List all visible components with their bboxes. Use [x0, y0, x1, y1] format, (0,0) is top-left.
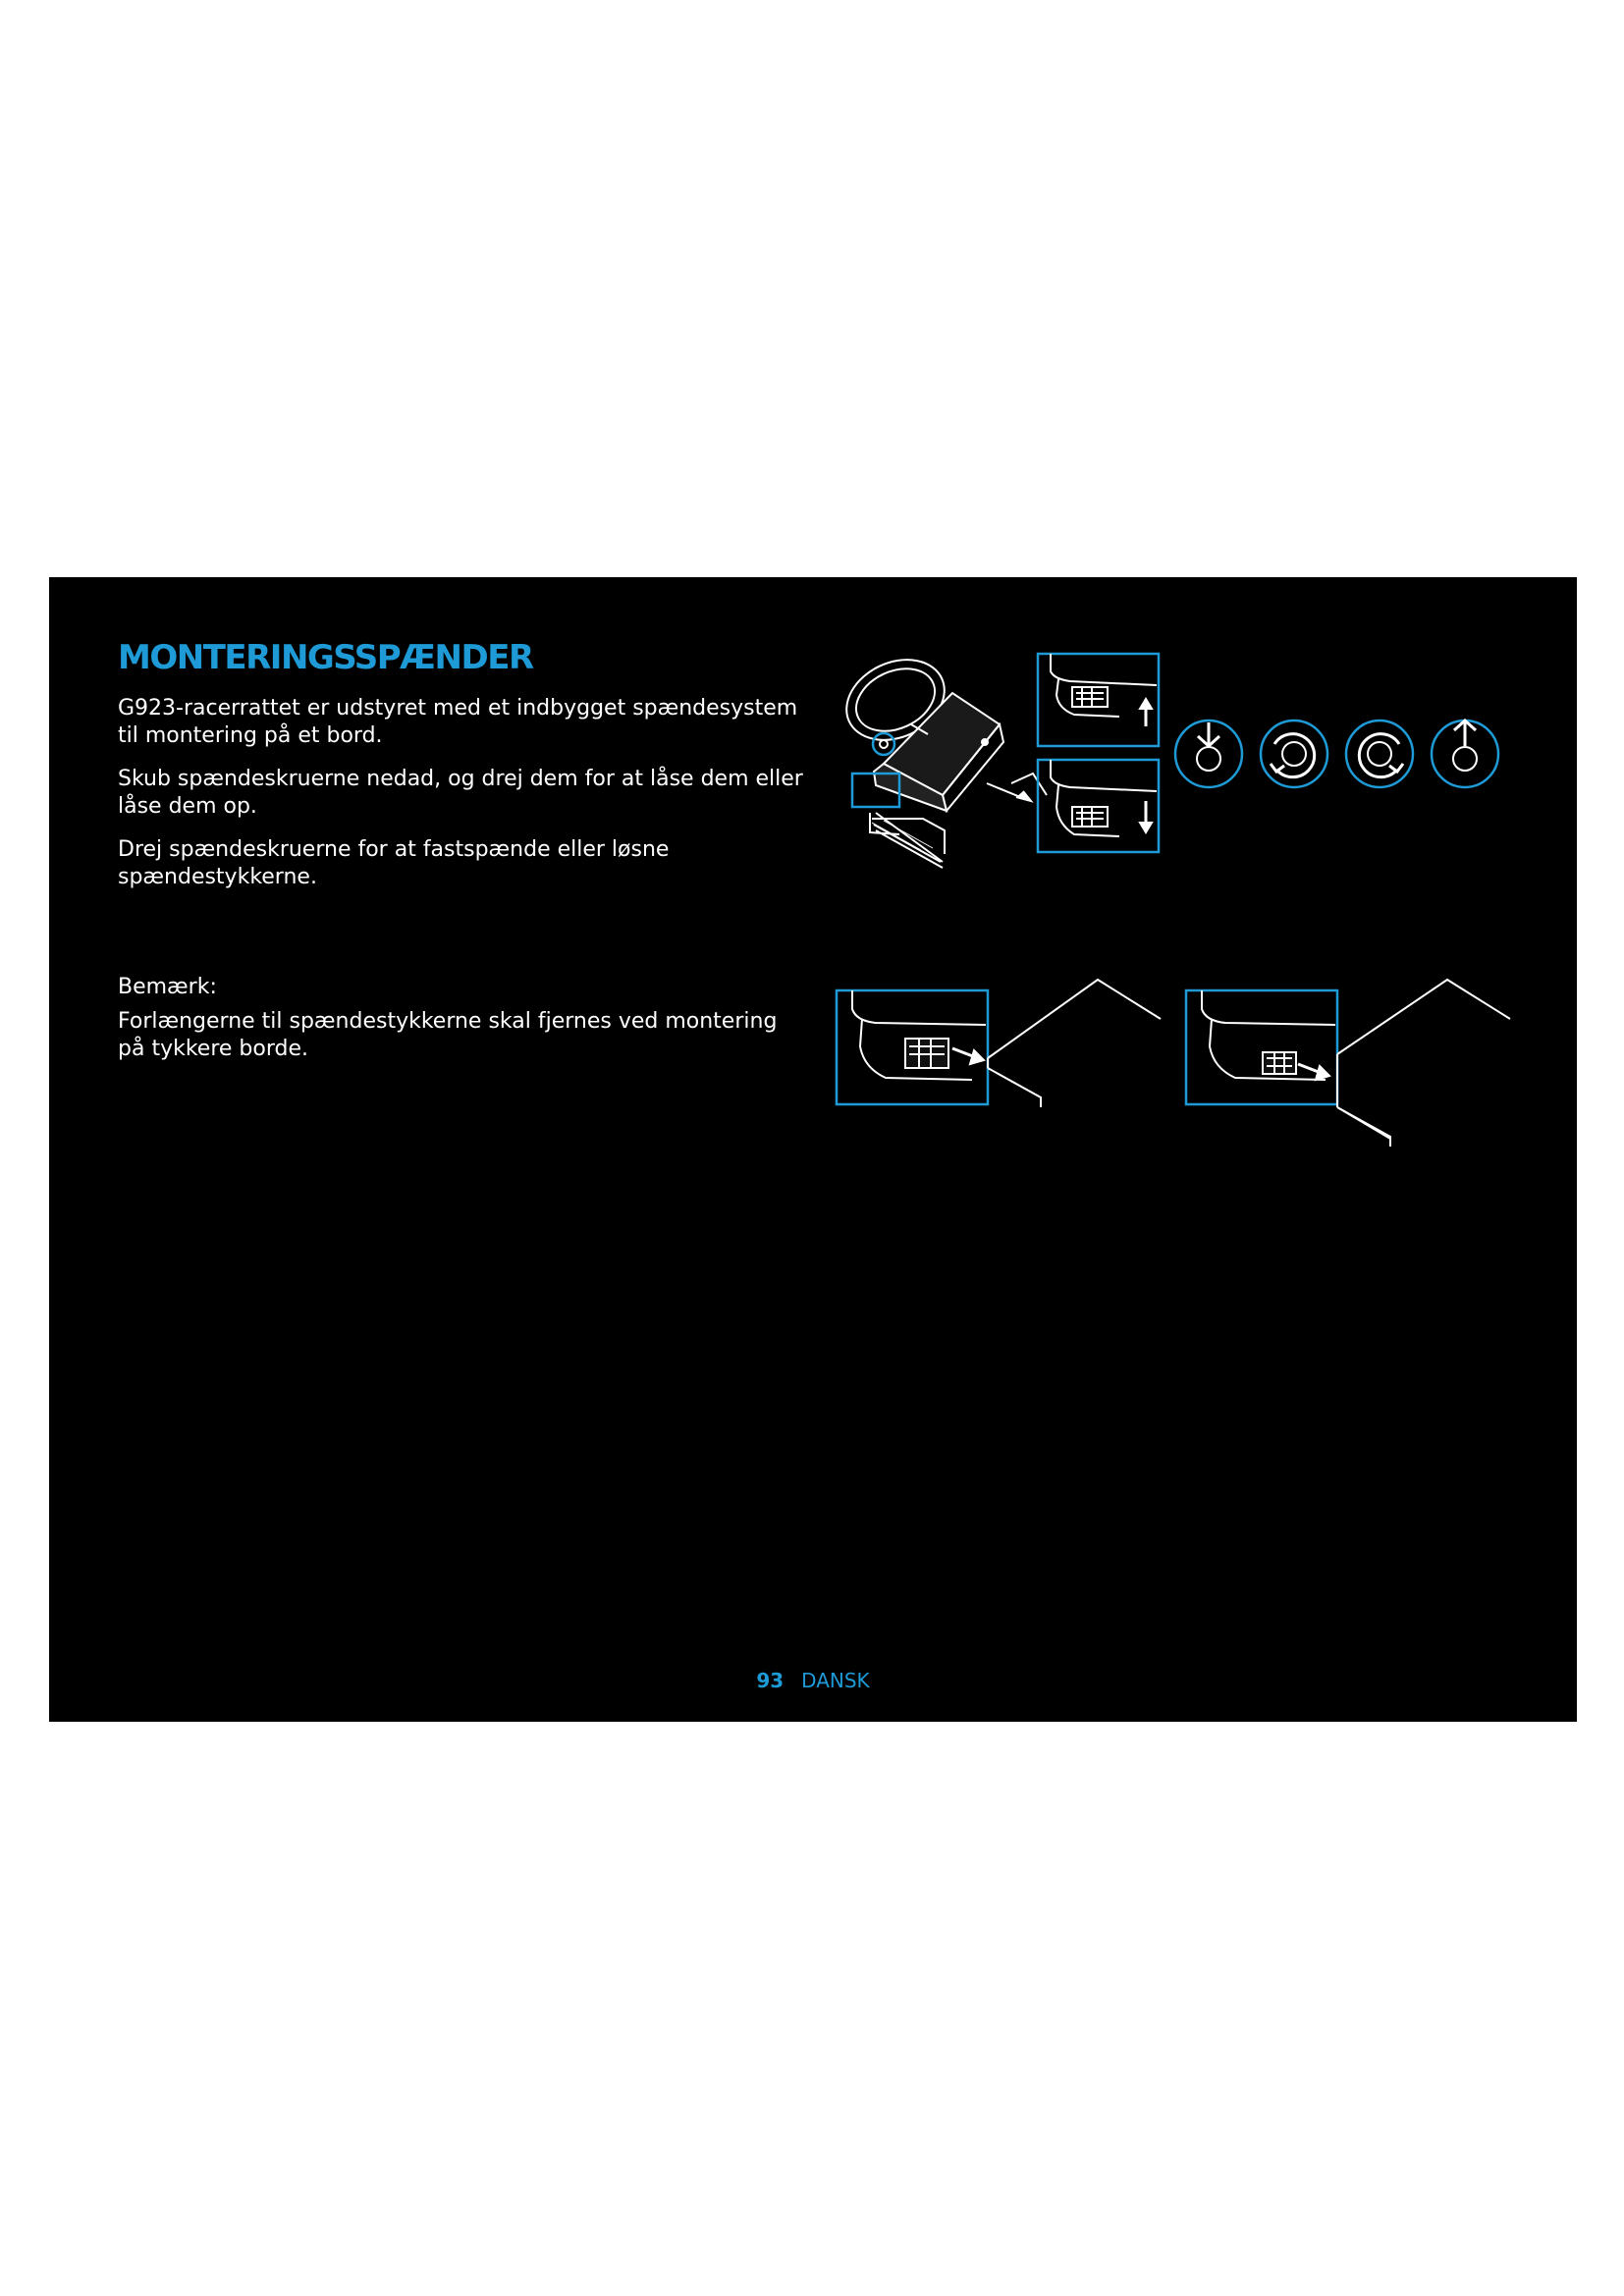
intro-paragraph: G923-racerrattet er udstyret med et indbygget spændesystem til montering på et bord. — [118, 696, 798, 748]
push-rotate-paragraph: Skub spændeskruerne nedad, og drej dem for at låse dem eller låse dem op. — [118, 767, 803, 819]
clamp-push-down-illustration — [1038, 760, 1159, 852]
illustrations-layer — [49, 577, 1577, 1722]
note-label: Bemærk: — [118, 975, 217, 999]
knob-rotate-clockwise-icon — [1261, 721, 1327, 787]
clamp-knob-rotation-icons — [1175, 721, 1498, 787]
tighten-paragraph: Drej spændeskruerne for at fastspænde eller løsne spændestykkerne. — [118, 837, 670, 889]
knob-release-up-icon — [1432, 721, 1498, 787]
note-text: Forlængerne til spændestykkerne skal fjernes ved montering på tykkere borde. — [118, 1009, 778, 1061]
clamp-push-up-illustration — [1038, 654, 1159, 746]
page-number: 93 — [756, 1669, 785, 1692]
manual-page-panel — [49, 577, 1577, 1722]
page-footer — [49, 1669, 1577, 1692]
knob-push-rotate-icon — [1175, 721, 1242, 787]
clamp-extension-attached — [837, 980, 1161, 1107]
footer-language: DANSK — [801, 1669, 870, 1692]
knob-rotate-counterclockwise-icon — [1346, 721, 1413, 787]
thick-table-clamp-illustration — [837, 980, 1510, 1147]
racing-wheel-clamp-illustration — [834, 645, 1047, 868]
clamp-extension-removed — [1186, 980, 1510, 1147]
page-title: MONTERINGSSPÆNDER — [118, 638, 533, 677]
